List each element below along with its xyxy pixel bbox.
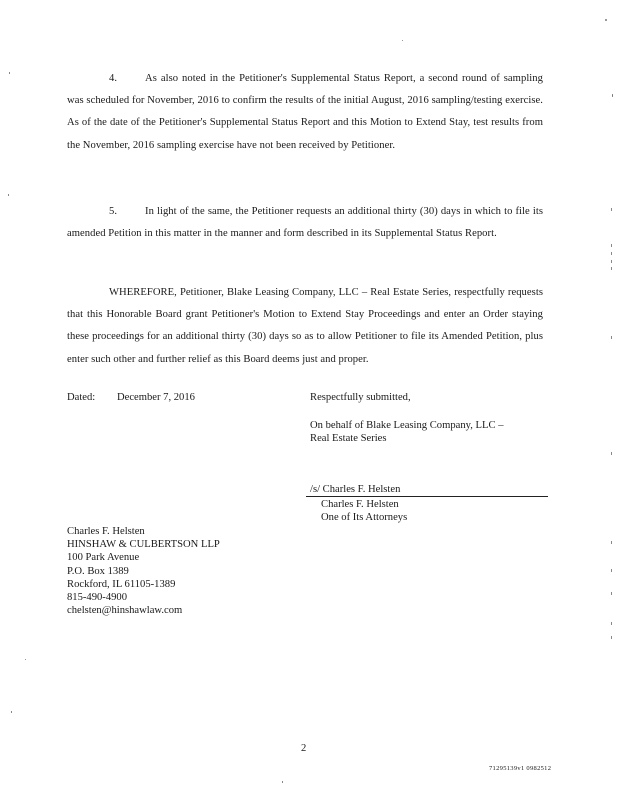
paragraph-4-text: As also noted in the Petitioner's Supplemental Status Report, a second round of sampling was scheduled for November, 2016 to confirm the results of the initial August, 2016 sampling/testing exercise. As of the date of the Petitioner's Supplemental Status Report and this Motion to Extend Stay, test results from the November, 2016 sampling exercise have not been received by Petitioner. bbox=[67, 73, 543, 151]
margin-mark bbox=[611, 569, 612, 572]
scan-speck bbox=[25, 659, 26, 660]
electronic-signature: /s/ Charles F. Helsten bbox=[310, 484, 401, 495]
margin-mark bbox=[611, 260, 612, 263]
paragraph-5-text: In light of the same, the Petitioner requests an additional thirty (30) days in which to file its amended Petition in this matter in the manner and form described in its Supplemental Status Report. bbox=[67, 206, 543, 240]
paragraph-4 bbox=[67, 68, 543, 157]
scan-speck bbox=[612, 94, 613, 97]
margin-mark bbox=[611, 452, 612, 455]
page-number: 2 bbox=[301, 743, 307, 754]
address-phone: 815-490-4900 bbox=[67, 592, 128, 604]
margin-mark bbox=[611, 541, 612, 544]
scan-speck bbox=[605, 19, 607, 21]
address-street: 100 Park Avenue bbox=[67, 552, 140, 564]
scan-speck bbox=[282, 781, 283, 783]
behalf-line-1: On behalf of Blake Leasing Company, LLC – bbox=[310, 420, 504, 431]
address-po-box: P.O. Box 1389 bbox=[67, 565, 129, 577]
scan-speck bbox=[8, 194, 9, 196]
signer-name: Charles F. Helsten bbox=[321, 499, 399, 510]
address-name: Charles F. Helsten bbox=[67, 526, 145, 537]
document-id: 71295139v1 0982512 bbox=[489, 765, 552, 772]
on-behalf-of bbox=[310, 419, 550, 445]
scan-speck bbox=[402, 40, 403, 41]
margin-mark bbox=[611, 208, 612, 211]
address-firm: HINSHAW & CULBERTSON LLP bbox=[67, 539, 220, 551]
margin-mark bbox=[611, 592, 612, 595]
paragraph-5-number: 5. bbox=[109, 206, 118, 217]
address-city: Rockford, IL 61105-1389 bbox=[67, 578, 176, 590]
signer-block bbox=[321, 498, 407, 524]
paragraph-4-number: 4. bbox=[109, 73, 118, 84]
margin-mark bbox=[611, 244, 612, 247]
scan-speck bbox=[9, 72, 10, 74]
signer-title: One of Its Attorneys bbox=[321, 512, 408, 523]
dated-line bbox=[67, 392, 195, 403]
signature-line bbox=[306, 496, 548, 497]
respectfully-submitted: Respectfully submitted, bbox=[310, 392, 411, 403]
scan-speck bbox=[11, 711, 12, 713]
attorney-address-block bbox=[67, 525, 220, 617]
dated-label: Dated: bbox=[67, 392, 96, 403]
dated-value: December 7, 2016 bbox=[117, 392, 195, 403]
margin-mark bbox=[611, 336, 612, 339]
behalf-line-2: Real Estate Series bbox=[310, 433, 387, 444]
margin-mark bbox=[611, 636, 612, 639]
margin-mark bbox=[611, 267, 612, 270]
margin-mark bbox=[611, 252, 612, 255]
wherefore-paragraph: WHEREFORE, Petitioner, Blake Leasing Company, LLC – Real Estate Series, respectfully requests that this Honorable Board grant Petitioner's Motion to Extend Stay Proceedings and enter an Order staying these proceedings for an additional thirty (30) days so as to allow Petitioner to file its Amended Petition, plus enter such other and further relief as this Board deems just and proper. bbox=[67, 287, 543, 365]
paragraph-5 bbox=[67, 201, 543, 245]
margin-mark bbox=[611, 622, 612, 625]
address-email: chelsten@hinshawlaw.com bbox=[67, 605, 183, 617]
